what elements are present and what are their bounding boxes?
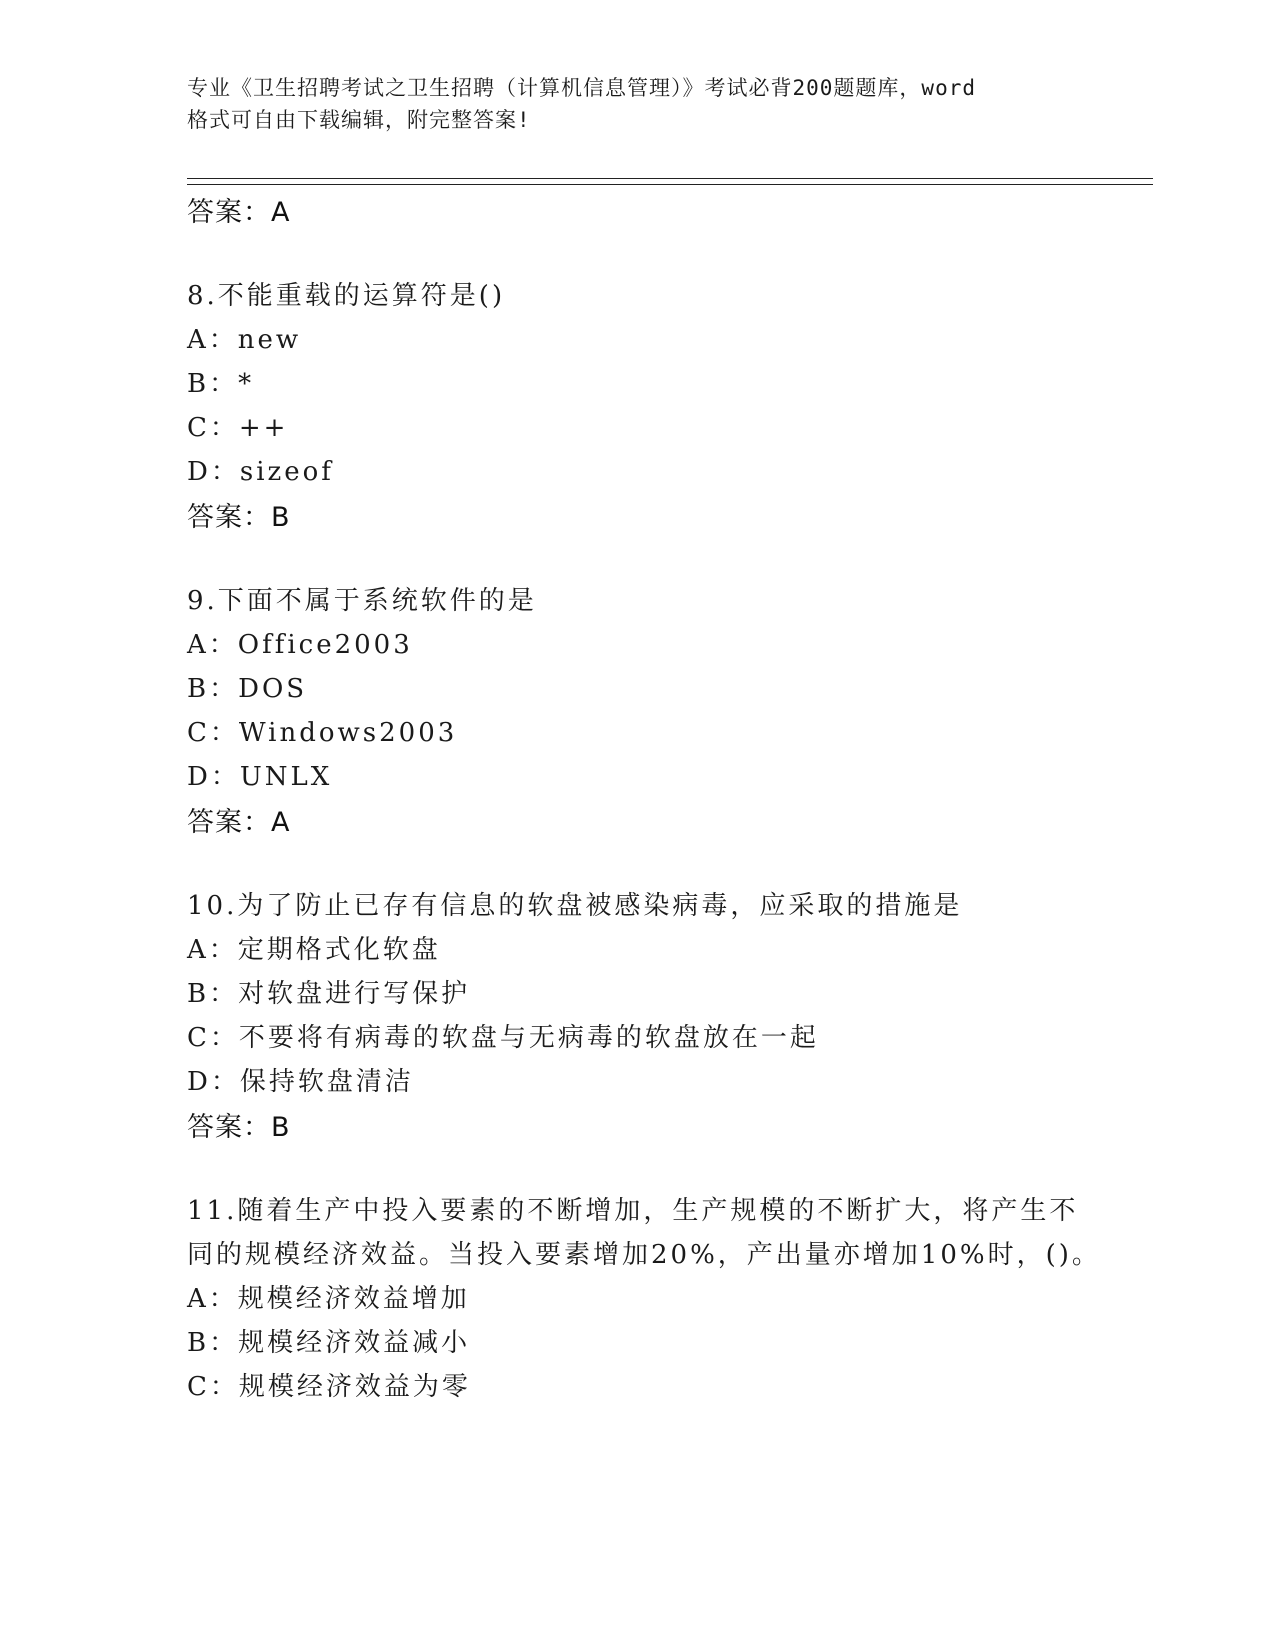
question-10-option-c: C：不要将有病毒的软盘与无病毒的软盘放在一起 [187, 1023, 819, 1053]
header-divider-bottom [187, 184, 1153, 185]
question-9-option-b: B：DOS [187, 674, 308, 704]
question-9-option-d: D：UNLX [187, 762, 333, 792]
question-11-option-a: A：规模经济效益增加 [187, 1284, 470, 1314]
question-11-option-b: B：规模经济效益减小 [187, 1328, 471, 1358]
header-line-1: 专业《卫生招聘考试之卫生招聘（计算机信息管理）》考试必背200题题库，word [187, 76, 976, 100]
question-10-option-a: A：定期格式化软盘 [187, 935, 441, 965]
question-8-option-b: B：* [187, 369, 255, 399]
question-11-stem-line-1: 11.随着生产中投入要素的不断增加，生产规模的不断扩大，将产生不 [187, 1196, 1079, 1226]
question-10-answer: 答案：B [187, 1112, 291, 1143]
question-9-stem: 9.下面不属于系统软件的是 [187, 586, 537, 616]
question-10-option-b: B：对软盘进行写保护 [187, 979, 471, 1009]
question-10-option-d: D：保持软盘清洁 [187, 1067, 414, 1097]
question-8-option-d: D：sizeof [187, 457, 334, 487]
header-line-2: 格式可自由下载编辑，附完整答案! [187, 108, 531, 132]
question-8-answer: 答案：B [187, 502, 291, 533]
question-11-option-c: C：规模经济效益为零 [187, 1372, 471, 1402]
question-10-stem: 10.为了防止已存有信息的软盘被感染病毒，应采取的措施是 [187, 891, 963, 921]
question-11-stem-line-2: 同的规模经济效益。当投入要素增加20%，产出量亦增加10%时，()。 [187, 1240, 1101, 1270]
question-8-option-a: A：new [187, 325, 302, 355]
question-8-stem: 8.不能重载的运算符是() [187, 281, 506, 311]
document-header [187, 72, 1087, 136]
previous-answer: 答案：A [187, 197, 291, 228]
question-9-option-c: C：Windows2003 [187, 718, 458, 748]
question-8-option-c: C：++ [187, 413, 289, 443]
header-divider-top [187, 178, 1153, 179]
question-9-option-a: A：Office2003 [187, 630, 413, 660]
question-9-answer: 答案：A [187, 807, 291, 838]
